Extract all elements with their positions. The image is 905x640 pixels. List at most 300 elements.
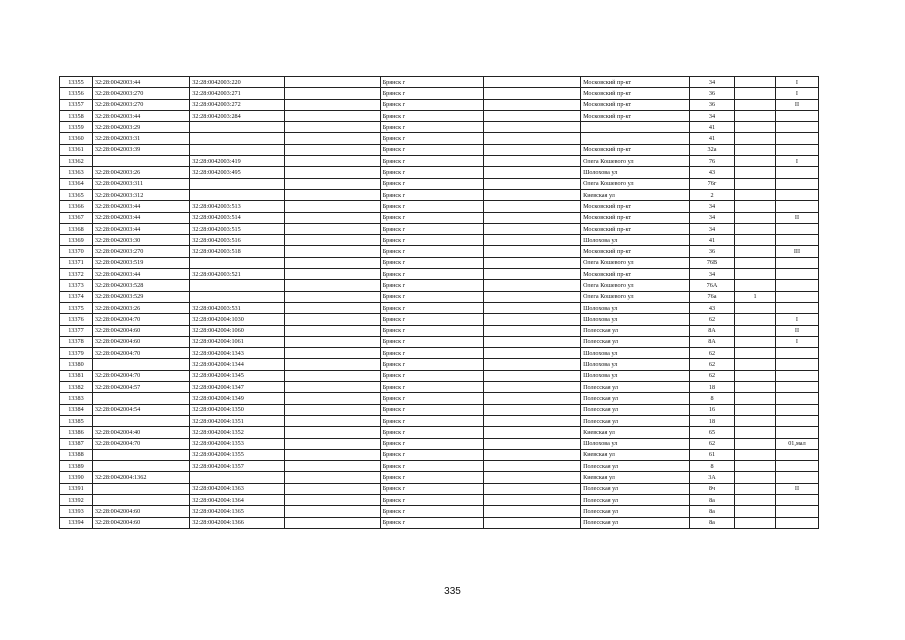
cell-city: Брянск г <box>380 167 483 178</box>
cell-record-number: 13367 <box>60 212 93 223</box>
cell-parent-cadastral-number: 32:28:0042003:270 <box>92 99 189 110</box>
table-row <box>60 438 819 449</box>
table-row <box>60 291 819 302</box>
cell-empty <box>285 506 380 517</box>
cell-building <box>735 110 776 121</box>
cell-record-number: 13359 <box>60 122 93 133</box>
cell-empty <box>483 483 580 494</box>
cell-building <box>735 144 776 155</box>
cell-street: Московский пр-кт <box>581 144 690 155</box>
cell-premises <box>775 257 818 268</box>
cell-record-number: 13386 <box>60 427 93 438</box>
cell-record-number: 13379 <box>60 348 93 359</box>
cell-city: Брянск г <box>380 110 483 121</box>
cell-empty <box>483 77 580 88</box>
cell-city: Брянск г <box>380 382 483 393</box>
cell-empty <box>483 472 580 483</box>
table-row <box>60 382 819 393</box>
cell-premises <box>775 393 818 404</box>
cell-house-number: 62 <box>689 370 734 381</box>
cell-cadastral-number: 32:28:0042004:1355 <box>190 449 285 460</box>
cell-parent-cadastral-number: 32:28:0042003:519 <box>92 257 189 268</box>
cell-parent-cadastral-number: 32:28:0042004:57 <box>92 382 189 393</box>
cell-cadastral-number: 32:28:0042004:1344 <box>190 359 285 370</box>
cell-premises: I <box>775 314 818 325</box>
cell-street: Московский пр-кт <box>581 212 690 223</box>
cell-house-number: 62 <box>689 359 734 370</box>
cell-city: Брянск г <box>380 472 483 483</box>
cell-parent-cadastral-number: 32:28:0042004:60 <box>92 336 189 347</box>
cell-record-number: 13394 <box>60 517 93 528</box>
cell-building <box>735 449 776 460</box>
cell-street: Олега Кошевого ул <box>581 178 690 189</box>
cell-premises <box>775 201 818 212</box>
cell-premises: II <box>775 325 818 336</box>
cell-cadastral-number: 32:28:0042003:516 <box>190 235 285 246</box>
cell-empty <box>483 449 580 460</box>
cell-street: Московский пр-кт <box>581 99 690 110</box>
table-row <box>60 212 819 223</box>
cell-city: Брянск г <box>380 506 483 517</box>
cell-premises <box>775 506 818 517</box>
cell-parent-cadastral-number: 32:28:0042004:70 <box>92 348 189 359</box>
cell-empty <box>285 336 380 347</box>
table-row <box>60 167 819 178</box>
cell-street <box>581 122 690 133</box>
cell-city: Брянск г <box>380 314 483 325</box>
cell-house-number: 8 <box>689 393 734 404</box>
table-row <box>60 88 819 99</box>
cell-street: Шолохова ул <box>581 302 690 313</box>
cell-cadastral-number: 32:28:0042003:495 <box>190 167 285 178</box>
cell-building <box>735 314 776 325</box>
cell-house-number: 43 <box>689 167 734 178</box>
cell-building <box>735 494 776 505</box>
cell-street: Шолохова ул <box>581 314 690 325</box>
cell-empty <box>483 88 580 99</box>
cell-record-number: 13372 <box>60 269 93 280</box>
cell-building <box>735 156 776 167</box>
cell-empty <box>483 415 580 426</box>
cell-empty <box>483 302 580 313</box>
cell-premises: I <box>775 77 818 88</box>
cell-cadastral-number: 32:28:0042003:518 <box>190 246 285 257</box>
cell-empty <box>285 449 380 460</box>
cell-city: Брянск г <box>380 88 483 99</box>
cell-city: Брянск г <box>380 189 483 200</box>
cell-parent-cadastral-number: 32:28:0042003:311 <box>92 178 189 189</box>
cell-cadastral-number: 32:28:0042003:513 <box>190 201 285 212</box>
cell-city: Брянск г <box>380 494 483 505</box>
cell-cadastral-number: 32:28:0042003:271 <box>190 88 285 99</box>
cell-street: Олега Кошевого ул <box>581 156 690 167</box>
cell-house-number: 36 <box>689 88 734 99</box>
table-row <box>60 223 819 234</box>
cell-empty <box>285 77 380 88</box>
cell-empty <box>483 235 580 246</box>
cell-street: Киевская ул <box>581 472 690 483</box>
cell-empty <box>483 291 580 302</box>
cell-house-number: 61 <box>689 449 734 460</box>
cell-street: Шолохова ул <box>581 359 690 370</box>
cell-city: Брянск г <box>380 415 483 426</box>
cell-building <box>735 336 776 347</box>
cell-building <box>735 257 776 268</box>
cell-record-number: 13363 <box>60 167 93 178</box>
cell-city: Брянск г <box>380 77 483 88</box>
cell-empty <box>285 302 380 313</box>
cell-street: Олега Кошевого ул <box>581 280 690 291</box>
cell-premises <box>775 133 818 144</box>
cell-premises: II <box>775 483 818 494</box>
cell-street <box>581 133 690 144</box>
cell-building <box>735 235 776 246</box>
table-body <box>60 77 819 529</box>
table-row <box>60 77 819 88</box>
cell-cadastral-number <box>190 291 285 302</box>
cell-empty <box>483 122 580 133</box>
cell-parent-cadastral-number: 32:28:0042003:529 <box>92 291 189 302</box>
cell-empty <box>285 438 380 449</box>
cell-premises <box>775 494 818 505</box>
cell-empty <box>483 223 580 234</box>
cell-empty <box>285 291 380 302</box>
cell-building: 1 <box>735 291 776 302</box>
cell-parent-cadastral-number: 32:28:0042003:270 <box>92 88 189 99</box>
cell-street: Олега Кошевого ул <box>581 291 690 302</box>
cell-empty <box>285 494 380 505</box>
cell-empty <box>483 461 580 472</box>
cell-house-number: 62 <box>689 314 734 325</box>
cell-house-number: 2 <box>689 189 734 200</box>
cell-parent-cadastral-number: 32:28:0042003:44 <box>92 223 189 234</box>
cell-cadastral-number: 32:28:0042004:1349 <box>190 393 285 404</box>
cell-cadastral-number: 32:28:0042004:1357 <box>190 461 285 472</box>
cell-empty <box>483 348 580 359</box>
table-row <box>60 110 819 121</box>
cell-record-number: 13364 <box>60 178 93 189</box>
cell-record-number: 13366 <box>60 201 93 212</box>
cell-building <box>735 246 776 257</box>
cell-building <box>735 438 776 449</box>
table-row <box>60 506 819 517</box>
cell-cadastral-number <box>190 144 285 155</box>
cell-street: Киевская ул <box>581 449 690 460</box>
cell-street: Полесская ул <box>581 483 690 494</box>
cell-street: Московский пр-кт <box>581 269 690 280</box>
cell-empty <box>483 506 580 517</box>
cell-record-number: 13360 <box>60 133 93 144</box>
cell-record-number: 13370 <box>60 246 93 257</box>
cell-city: Брянск г <box>380 246 483 257</box>
cell-empty <box>285 393 380 404</box>
cell-empty <box>483 325 580 336</box>
cell-parent-cadastral-number: 32:28:0042003:44 <box>92 110 189 121</box>
cell-empty <box>483 517 580 528</box>
cell-record-number: 13377 <box>60 325 93 336</box>
cell-street: Московский пр-кт <box>581 77 690 88</box>
cell-building <box>735 88 776 99</box>
cell-parent-cadastral-number: 32:28:0042004:40 <box>92 427 189 438</box>
cell-parent-cadastral-number: 32:28:0042004:1362 <box>92 472 189 483</box>
cell-parent-cadastral-number: 32:28:0042003:270 <box>92 246 189 257</box>
cell-empty <box>483 370 580 381</box>
cell-street: Полесская ул <box>581 325 690 336</box>
cell-empty <box>285 122 380 133</box>
cell-building <box>735 133 776 144</box>
cell-premises <box>775 223 818 234</box>
cell-record-number: 13365 <box>60 189 93 200</box>
table-row <box>60 427 819 438</box>
cell-empty <box>483 280 580 291</box>
cell-empty <box>285 257 380 268</box>
cell-record-number: 13374 <box>60 291 93 302</box>
cell-premises: I <box>775 156 818 167</box>
cell-premises: 01,мал <box>775 438 818 449</box>
cell-building <box>735 201 776 212</box>
cell-empty <box>285 156 380 167</box>
cell-parent-cadastral-number: 32:28:0042004:60 <box>92 325 189 336</box>
cell-empty <box>483 393 580 404</box>
cell-record-number: 13381 <box>60 370 93 381</box>
cell-premises: II <box>775 99 818 110</box>
cell-premises <box>775 517 818 528</box>
cell-parent-cadastral-number: 32:28:0042003:26 <box>92 302 189 313</box>
cell-building <box>735 427 776 438</box>
cell-street: Полесская ул <box>581 336 690 347</box>
cell-premises <box>775 167 818 178</box>
cell-building <box>735 348 776 359</box>
table-row <box>60 144 819 155</box>
cell-cadastral-number <box>190 133 285 144</box>
table-row <box>60 472 819 483</box>
cell-city: Брянск г <box>380 291 483 302</box>
cell-parent-cadastral-number <box>92 393 189 404</box>
cell-building <box>735 77 776 88</box>
cell-building <box>735 223 776 234</box>
cell-empty <box>483 156 580 167</box>
cell-building <box>735 506 776 517</box>
cell-street: Шолохова ул <box>581 167 690 178</box>
cell-building <box>735 99 776 110</box>
cell-parent-cadastral-number: 32:28:0042004:60 <box>92 517 189 528</box>
cell-record-number: 13376 <box>60 314 93 325</box>
cell-cadastral-number: 32:28:0042003:521 <box>190 269 285 280</box>
cell-empty <box>483 110 580 121</box>
cell-street: Киевская ул <box>581 189 690 200</box>
cell-city: Брянск г <box>380 393 483 404</box>
cell-empty <box>483 144 580 155</box>
table-row <box>60 483 819 494</box>
cell-building <box>735 302 776 313</box>
cell-premises <box>775 291 818 302</box>
cell-city: Брянск г <box>380 133 483 144</box>
table-row <box>60 370 819 381</box>
cell-building <box>735 382 776 393</box>
cell-house-number: 43 <box>689 302 734 313</box>
cell-empty <box>285 517 380 528</box>
cell-city: Брянск г <box>380 223 483 234</box>
cell-city: Брянск г <box>380 348 483 359</box>
cell-empty <box>285 314 380 325</box>
cell-record-number: 13375 <box>60 302 93 313</box>
table-row <box>60 393 819 404</box>
cell-empty <box>483 404 580 415</box>
cell-street: Московский пр-кт <box>581 223 690 234</box>
cell-house-number: 16 <box>689 404 734 415</box>
cell-record-number: 13361 <box>60 144 93 155</box>
cell-record-number: 13382 <box>60 382 93 393</box>
cell-house-number: 76г <box>689 178 734 189</box>
cell-building <box>735 280 776 291</box>
cell-premises <box>775 370 818 381</box>
cell-house-number: 76А <box>689 280 734 291</box>
cell-house-number: 8а <box>689 506 734 517</box>
cell-record-number: 13393 <box>60 506 93 517</box>
cell-empty <box>285 235 380 246</box>
cell-empty <box>483 269 580 280</box>
page-number: 335 <box>444 586 461 597</box>
table-row <box>60 269 819 280</box>
cell-parent-cadastral-number: 32:28:0042003:528 <box>92 280 189 291</box>
cell-premises <box>775 415 818 426</box>
cell-empty <box>285 110 380 121</box>
cell-city: Брянск г <box>380 449 483 460</box>
cell-parent-cadastral-number: 32:28:0042004:60 <box>92 506 189 517</box>
cell-building <box>735 393 776 404</box>
cell-city: Брянск г <box>380 269 483 280</box>
table-row <box>60 122 819 133</box>
cell-house-number: 34 <box>689 201 734 212</box>
cell-parent-cadastral-number <box>92 359 189 370</box>
cell-premises <box>775 427 818 438</box>
cell-premises <box>775 404 818 415</box>
cell-premises <box>775 110 818 121</box>
cell-parent-cadastral-number: 32:28:0042004:70 <box>92 314 189 325</box>
cell-street: Московский пр-кт <box>581 201 690 212</box>
table-row <box>60 415 819 426</box>
cell-city: Брянск г <box>380 438 483 449</box>
cell-parent-cadastral-number <box>92 415 189 426</box>
cell-empty <box>483 438 580 449</box>
table-row <box>60 325 819 336</box>
table-row <box>60 99 819 110</box>
cell-city: Брянск г <box>380 144 483 155</box>
cell-record-number: 13389 <box>60 461 93 472</box>
cell-record-number: 13391 <box>60 483 93 494</box>
cell-cadastral-number: 32:28:0042004:1363 <box>190 483 285 494</box>
table-row <box>60 280 819 291</box>
cell-empty <box>483 99 580 110</box>
cell-city: Брянск г <box>380 427 483 438</box>
cell-empty <box>285 269 380 280</box>
cell-cadastral-number <box>190 122 285 133</box>
cell-cadastral-number <box>190 189 285 200</box>
cell-premises <box>775 461 818 472</box>
cell-city: Брянск г <box>380 359 483 370</box>
cell-street: Шолохова ул <box>581 370 690 381</box>
cell-house-number: 34 <box>689 212 734 223</box>
cell-empty <box>285 246 380 257</box>
cell-empty <box>285 133 380 144</box>
cell-empty <box>285 404 380 415</box>
cell-house-number: 65 <box>689 427 734 438</box>
cell-house-number: 62 <box>689 438 734 449</box>
cell-parent-cadastral-number: 32:28:0042003:44 <box>92 201 189 212</box>
cell-cadastral-number: 32:28:0042004:1366 <box>190 517 285 528</box>
cell-empty <box>285 325 380 336</box>
cell-empty <box>285 472 380 483</box>
cell-premises <box>775 382 818 393</box>
cell-house-number: 8 <box>689 461 734 472</box>
cell-city: Брянск г <box>380 201 483 212</box>
cell-building <box>735 325 776 336</box>
cell-record-number: 13380 <box>60 359 93 370</box>
cell-city: Брянск г <box>380 235 483 246</box>
table-row <box>60 461 819 472</box>
cell-house-number: 18 <box>689 382 734 393</box>
cell-record-number: 13355 <box>60 77 93 88</box>
table-row <box>60 235 819 246</box>
cell-cadastral-number: 32:28:0042004:1350 <box>190 404 285 415</box>
cell-empty <box>285 99 380 110</box>
table-row <box>60 449 819 460</box>
cell-street: Полесская ул <box>581 393 690 404</box>
cell-cadastral-number: 32:28:0042004:1061 <box>190 336 285 347</box>
cell-parent-cadastral-number: 32:28:0042003:44 <box>92 269 189 280</box>
cell-empty <box>483 178 580 189</box>
cell-premises <box>775 235 818 246</box>
cell-house-number: 76В <box>689 257 734 268</box>
cell-premises <box>775 472 818 483</box>
cell-cadastral-number: 32:28:0042003:272 <box>190 99 285 110</box>
cell-record-number: 13373 <box>60 280 93 291</box>
cell-parent-cadastral-number: 32:28:0042004:70 <box>92 438 189 449</box>
cell-premises <box>775 144 818 155</box>
property-register-table <box>59 76 819 529</box>
cell-house-number: 8А <box>689 325 734 336</box>
cell-record-number: 13369 <box>60 235 93 246</box>
cell-street: Шолохова ул <box>581 235 690 246</box>
cell-city: Брянск г <box>380 325 483 336</box>
cell-building <box>735 461 776 472</box>
cell-record-number: 13392 <box>60 494 93 505</box>
cell-cadastral-number <box>190 280 285 291</box>
cell-street: Полесская ул <box>581 494 690 505</box>
cell-parent-cadastral-number: 32:28:0042003:30 <box>92 235 189 246</box>
cell-record-number: 13358 <box>60 110 93 121</box>
cell-empty <box>285 280 380 291</box>
cell-parent-cadastral-number <box>92 449 189 460</box>
cell-premises: II <box>775 212 818 223</box>
table-row <box>60 189 819 200</box>
cell-empty <box>285 348 380 359</box>
cell-premises: I <box>775 336 818 347</box>
table-row <box>60 133 819 144</box>
cell-city: Брянск г <box>380 461 483 472</box>
cell-empty <box>285 483 380 494</box>
cell-empty <box>285 370 380 381</box>
cell-cadastral-number: 32:28:0042004:1030 <box>190 314 285 325</box>
cell-parent-cadastral-number: 32:28:0042004:70 <box>92 370 189 381</box>
cell-house-number: 8ч <box>689 483 734 494</box>
cell-parent-cadastral-number <box>92 156 189 167</box>
cell-building <box>735 415 776 426</box>
cell-empty <box>285 167 380 178</box>
cell-parent-cadastral-number: 32:28:0042004:54 <box>92 404 189 415</box>
cell-parent-cadastral-number: 32:28:0042003:29 <box>92 122 189 133</box>
cell-city: Брянск г <box>380 404 483 415</box>
